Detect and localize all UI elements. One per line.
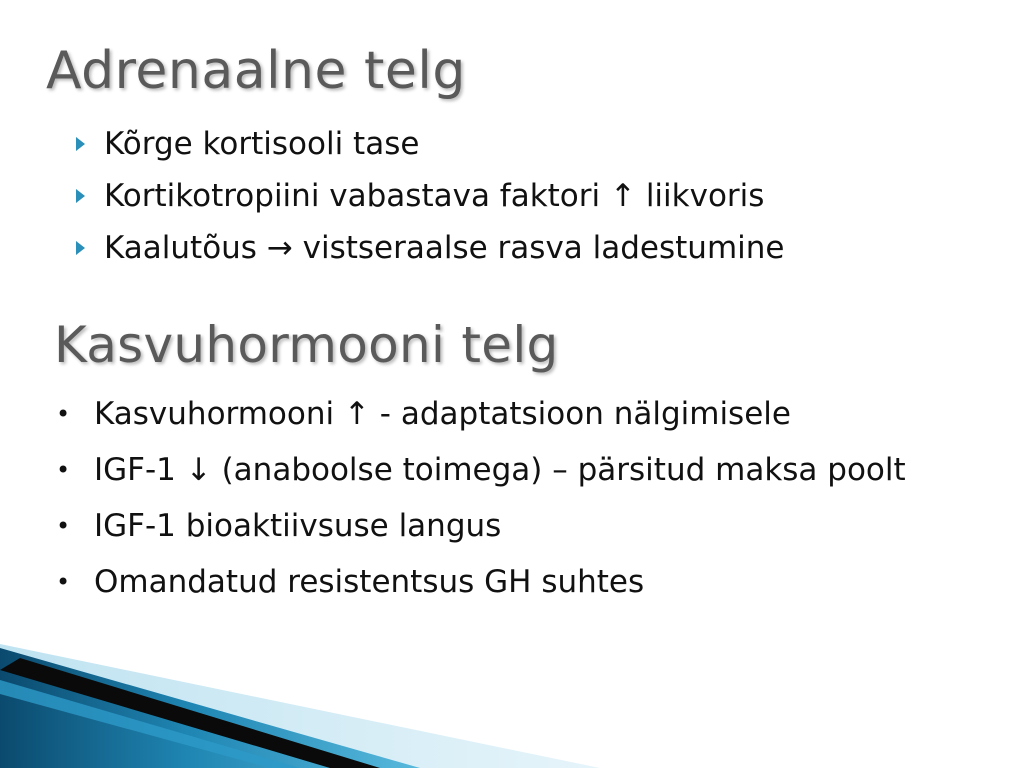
triangle-bullet-icon bbox=[76, 189, 85, 203]
list-item bbox=[76, 222, 996, 274]
list-item-text: Kortikotropiini vabastava faktori ↑ liikvoris bbox=[104, 178, 765, 214]
list-item-text: Kasvuhormooni ↑ - adaptatsioon nälgimisele bbox=[94, 396, 791, 432]
triangle-bullet-icon bbox=[76, 241, 85, 255]
adrenal-bullet-list bbox=[76, 118, 996, 274]
list-item bbox=[52, 560, 992, 605]
list-item bbox=[52, 504, 992, 549]
dot-bullet-icon: • bbox=[56, 512, 71, 540]
list-item-text: IGF-1 ↓ (anaboolse toimega) – pärsitud maksa poolt bbox=[94, 452, 906, 488]
list-item-text: Kaalutõus → vistseraalse rasva ladestumine bbox=[104, 230, 785, 266]
list-item-text: Omandatud resistentsus GH suhtes bbox=[94, 564, 645, 600]
list-item bbox=[76, 170, 996, 222]
growth-hormone-bullet-list bbox=[52, 392, 992, 616]
list-item bbox=[52, 448, 992, 493]
section-title-growth-hormone: Kasvuhormooni telg bbox=[54, 316, 559, 374]
dot-bullet-icon: • bbox=[56, 400, 71, 428]
dot-bullet-icon: • bbox=[56, 568, 71, 596]
list-item bbox=[52, 392, 992, 437]
list-item-text: Kõrge kortisooli tase bbox=[104, 126, 420, 162]
decorative-wave-corner bbox=[0, 640, 1024, 768]
section-title-adrenal: Adrenaalne telg bbox=[46, 41, 466, 101]
dot-bullet-icon: • bbox=[56, 456, 71, 484]
list-item-text: IGF-1 bioaktiivsuse langus bbox=[94, 508, 502, 544]
triangle-bullet-icon bbox=[76, 137, 85, 151]
list-item bbox=[76, 118, 996, 170]
